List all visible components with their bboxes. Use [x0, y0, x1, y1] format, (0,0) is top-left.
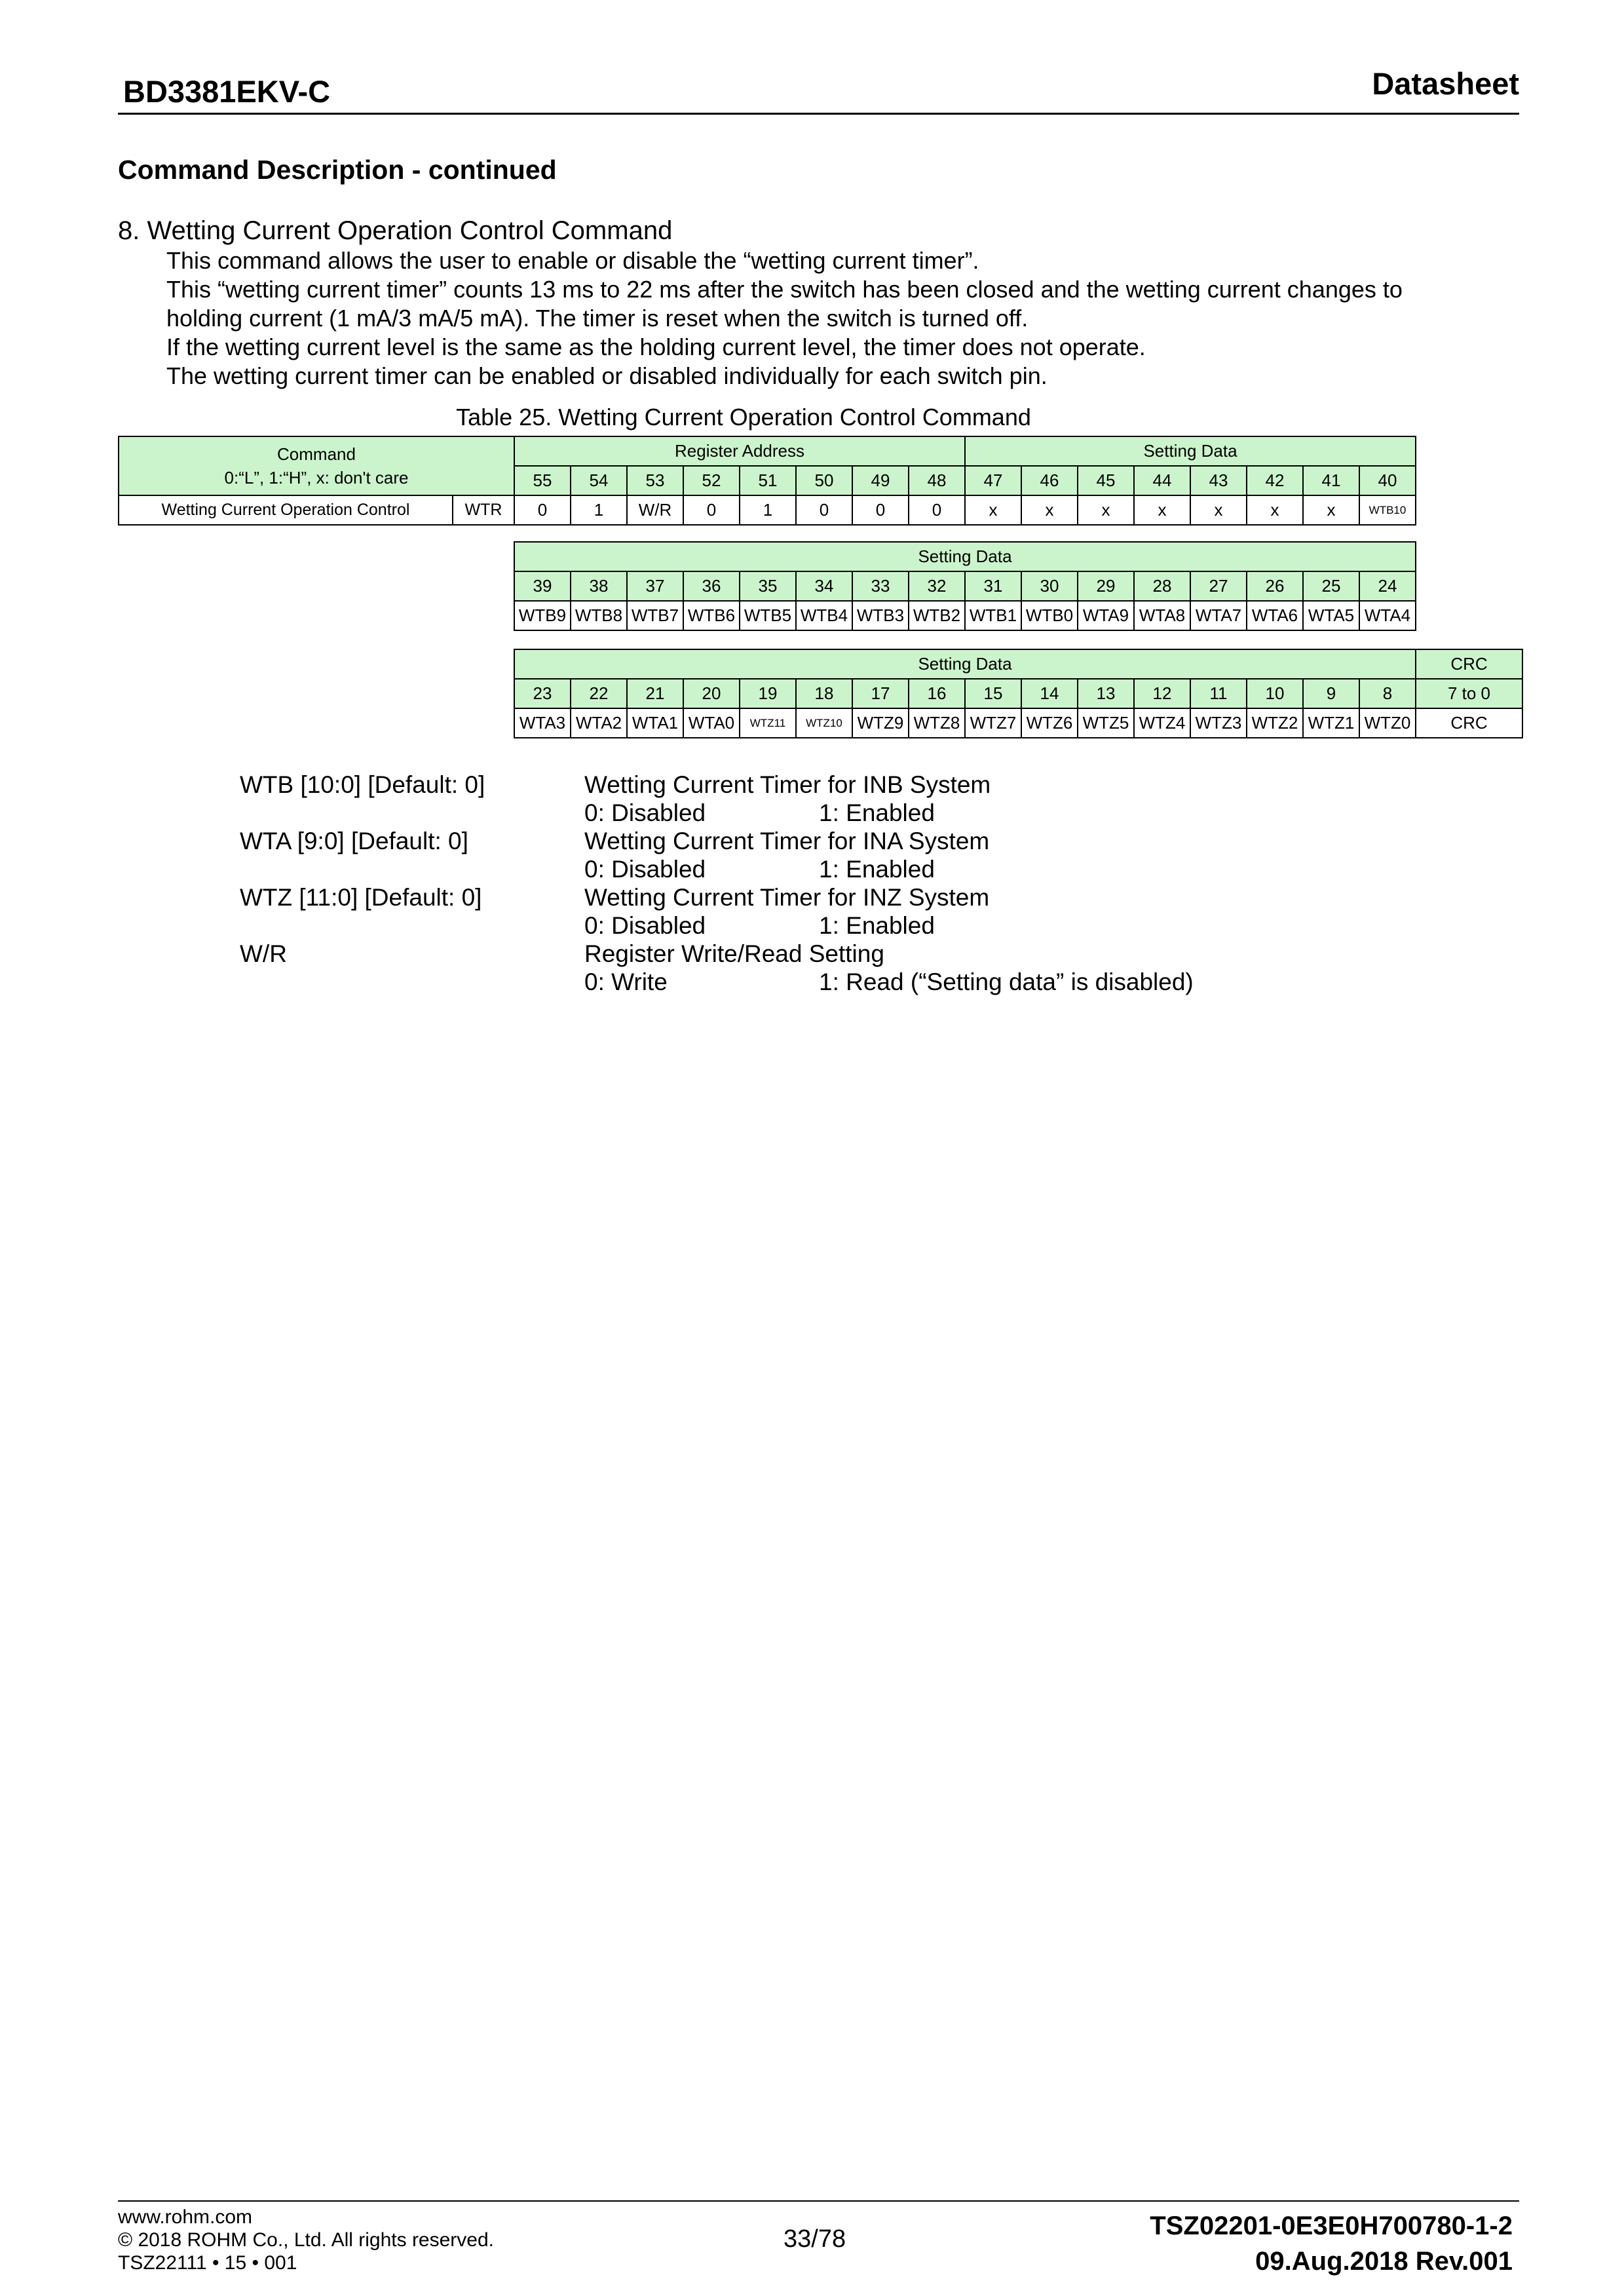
bit-value-cell: WTA6: [1247, 601, 1303, 630]
bit-value-cell: WTZ2: [1247, 708, 1303, 738]
definition-name: W/R: [240, 940, 287, 967]
crc-value-cell: CRC: [1416, 708, 1522, 738]
section-title: Command Description - continued: [118, 155, 557, 185]
doc-type-label: Datasheet: [1372, 66, 1519, 101]
bit-number-cell: 39: [514, 571, 571, 601]
table-caption: Table 25. Wetting Current Operation Control Command: [456, 404, 1031, 430]
definition-option-1: 1: Enabled: [819, 912, 935, 939]
bit-number-cell: 12: [1134, 679, 1190, 708]
bit-number-cell: 28: [1134, 571, 1190, 601]
bit-value-cell: WTB10: [1359, 495, 1416, 525]
bit-value-cell: WTB0: [1021, 601, 1078, 630]
crc-header: CRC: [1416, 649, 1522, 679]
description-paragraph: [166, 246, 1522, 391]
bit-value-cell: WTZ1: [1303, 708, 1359, 738]
bit-value-cell: WTZ6: [1021, 708, 1078, 738]
bit-number-cell: 47: [965, 466, 1021, 495]
bit-value-cell: x: [1247, 495, 1303, 525]
bit-number-cell: 20: [683, 679, 740, 708]
paragraph-line: The wetting current timer can be enabled or disabled individually for each switch pin.: [166, 362, 1048, 389]
bit-value-cell: WTB2: [909, 601, 965, 630]
command-header-title: Command: [277, 444, 356, 464]
paragraph-line: If the wetting current level is the same as the holding current level, the timer does not operate.: [166, 334, 1146, 360]
bit-number-cell: 30: [1021, 571, 1078, 601]
register-address-header: Register Address: [514, 436, 965, 466]
bit-value-cell: WTZ5: [1078, 708, 1134, 738]
bit-value-cell: WTB5: [740, 601, 796, 630]
bit-value-cell: x: [1021, 495, 1078, 525]
bit-number-cell: 29: [1078, 571, 1134, 601]
bit-number-cell: 13: [1078, 679, 1134, 708]
paragraph-line: holding current (1 mA/3 mA/5 mA). The timer is reset when the switch is turned off.: [166, 305, 1029, 332]
definition-option-1: 1: Read (“Setting data” is disabled): [819, 968, 1194, 995]
bit-value-cell: 1: [571, 495, 627, 525]
setting-data-header: Setting Data: [514, 542, 1416, 571]
command-header-cell: [119, 436, 514, 495]
command-header-legend: 0:“L”, 1:“H”, x: don't care: [224, 468, 409, 488]
bit-value-cell: 1: [740, 495, 796, 525]
bit-number-cell: 10: [1247, 679, 1303, 708]
bit-number-cell: 43: [1190, 466, 1247, 495]
definition-option-1: 1: Enabled: [819, 799, 935, 826]
bit-number-cell: 8: [1359, 679, 1416, 708]
bit-number-cell: 19: [740, 679, 796, 708]
bit-value-cell: x: [1190, 495, 1247, 525]
subsection-title: 8. Wetting Current Operation Control Command: [118, 216, 673, 245]
bit-value-cell: x: [965, 495, 1021, 525]
copyright-text: © 2018 ROHM Co., Ltd. All rights reserved.: [118, 2229, 494, 2251]
header-rule: [118, 113, 1519, 115]
bit-number-cell: 34: [796, 571, 852, 601]
definition-name: WTA [9:0] [Default: 0]: [240, 828, 468, 854]
definition-option-1: 1: Enabled: [819, 856, 935, 883]
bit-number-cell: 24: [1359, 571, 1416, 601]
bit-value-cell: WTA2: [571, 708, 627, 738]
bit-number-cell: 21: [627, 679, 683, 708]
bit-number-cell: 26: [1247, 571, 1303, 601]
definition-option-0: 0: Write: [584, 968, 668, 995]
bit-value-cell: WTZ8: [909, 708, 965, 738]
bit-value-cell: W/R: [627, 495, 683, 525]
bit-number-cell: 16: [909, 679, 965, 708]
bit-value-cell: WTB4: [796, 601, 852, 630]
bit-number-cell: 15: [965, 679, 1021, 708]
bit-value-cell: 0: [796, 495, 852, 525]
bit-number-cell: 53: [627, 466, 683, 495]
bit-number-cell: 9: [1303, 679, 1359, 708]
part-number: BD3381EKV-C: [123, 74, 331, 109]
bit-value-cell: WTZ10: [796, 708, 852, 738]
setting-data-header: Setting Data: [514, 649, 1416, 679]
bit-value-cell: WTB6: [683, 601, 740, 630]
bit-value-cell: WTA3: [514, 708, 571, 738]
bit-number-cell: 37: [627, 571, 683, 601]
bit-value-cell: WTA7: [1190, 601, 1247, 630]
definition-name: WTB [10:0] [Default: 0]: [240, 771, 485, 798]
definition-option-0: 0: Disabled: [584, 912, 706, 939]
bit-number-cell: 11: [1190, 679, 1247, 708]
bit-value-cell: 0: [683, 495, 740, 525]
bit-number-cell: 31: [965, 571, 1021, 601]
bit-number-cell: 18: [796, 679, 852, 708]
bit-number-cell: 49: [852, 466, 909, 495]
bit-value-cell: WTB3: [852, 601, 909, 630]
definition-option-0: 0: Disabled: [584, 799, 706, 826]
bit-number-cell: 35: [740, 571, 796, 601]
bit-value-cell: WTA5: [1303, 601, 1359, 630]
bit-number-cell: 27: [1190, 571, 1247, 601]
bit-value-cell: WTB8: [571, 601, 627, 630]
crc-bits-cell: 7 to 0: [1416, 679, 1522, 708]
bit-number-cell: 17: [852, 679, 909, 708]
definition-desc: Register Write/Read Setting: [584, 940, 884, 967]
footer-rule: [118, 2200, 1519, 2202]
definition-name: WTZ [11:0] [Default: 0]: [240, 884, 482, 911]
bit-value-cell: WTA0: [683, 708, 740, 738]
bit-number-cell: 36: [683, 571, 740, 601]
page-number: 33/78: [784, 2225, 846, 2253]
bit-value-cell: WTA9: [1078, 601, 1134, 630]
setting-data-header: Setting Data: [965, 436, 1416, 466]
bit-number-cell: 46: [1021, 466, 1078, 495]
definition-desc: Wetting Current Timer for INB System: [584, 771, 991, 798]
definition-desc: Wetting Current Timer for INZ System: [584, 884, 990, 911]
bit-value-cell: x: [1303, 495, 1359, 525]
bit-number-cell: 51: [740, 466, 796, 495]
bit-number-cell: 54: [571, 466, 627, 495]
bit-number-cell: 41: [1303, 466, 1359, 495]
document-number: TSZ02201-0E3E0H700780-1-2: [1150, 2211, 1513, 2240]
bit-value-cell: WTB7: [627, 601, 683, 630]
bit-value-cell: WTZ4: [1134, 708, 1190, 738]
bit-number-cell: 52: [683, 466, 740, 495]
bit-number-cell: 44: [1134, 466, 1190, 495]
definition-option-0: 0: Disabled: [584, 856, 706, 883]
definition-desc: Wetting Current Timer for INA System: [584, 828, 990, 854]
bit-number-cell: 25: [1303, 571, 1359, 601]
command-table-bits-55-40: [118, 436, 1416, 526]
bit-value-cell: WTB1: [965, 601, 1021, 630]
bit-number-cell: 23: [514, 679, 571, 708]
command-name-cell: Wetting Current Operation Control: [119, 495, 453, 525]
bit-value-cell: WTA4: [1359, 601, 1416, 630]
bit-number-cell: 42: [1247, 466, 1303, 495]
website-link[interactable]: www.rohm.com: [118, 2206, 253, 2228]
bit-value-cell: WTZ0: [1359, 708, 1416, 738]
paragraph-line: This command allows the user to enable or disable the “wetting current timer”.: [166, 247, 979, 274]
bit-number-cell: 48: [909, 466, 965, 495]
bit-number-cell: 38: [571, 571, 627, 601]
bit-value-cell: x: [1078, 495, 1134, 525]
command-table-bits-23-0: [514, 649, 1523, 738]
bit-number-cell: 33: [852, 571, 909, 601]
footer-right: [1150, 2208, 1513, 2279]
footer-left: [118, 2206, 494, 2274]
date-revision: 09.Aug.2018 Rev.001: [1255, 2247, 1513, 2276]
bit-number-cell: 32: [909, 571, 965, 601]
bit-value-cell: WTZ11: [740, 708, 796, 738]
bit-value-cell: WTZ3: [1190, 708, 1247, 738]
bit-value-cell: x: [1134, 495, 1190, 525]
bit-value-cell: WTZ7: [965, 708, 1021, 738]
paragraph-line: This “wetting current timer” counts 13 ms to 22 ms after the switch has been closed and the wetting current changes to: [166, 276, 1403, 303]
bit-number-cell: 22: [571, 679, 627, 708]
bit-value-cell: WTB9: [514, 601, 571, 630]
bit-number-cell: 55: [514, 466, 571, 495]
bit-value-cell: 0: [909, 495, 965, 525]
bit-value-cell: WTA1: [627, 708, 683, 738]
bit-value-cell: WTZ9: [852, 708, 909, 738]
bit-number-cell: 40: [1359, 466, 1416, 495]
bit-number-cell: 50: [796, 466, 852, 495]
bit-value-cell: 0: [852, 495, 909, 525]
bit-number-cell: 14: [1021, 679, 1078, 708]
bit-number-cell: 45: [1078, 466, 1134, 495]
command-abbr-cell: WTR: [453, 495, 514, 525]
form-code: TSZ22111 • 15 • 001: [118, 2252, 297, 2274]
bit-value-cell: 0: [514, 495, 571, 525]
command-table-bits-39-24: [514, 541, 1416, 631]
bit-value-cell: WTA8: [1134, 601, 1190, 630]
